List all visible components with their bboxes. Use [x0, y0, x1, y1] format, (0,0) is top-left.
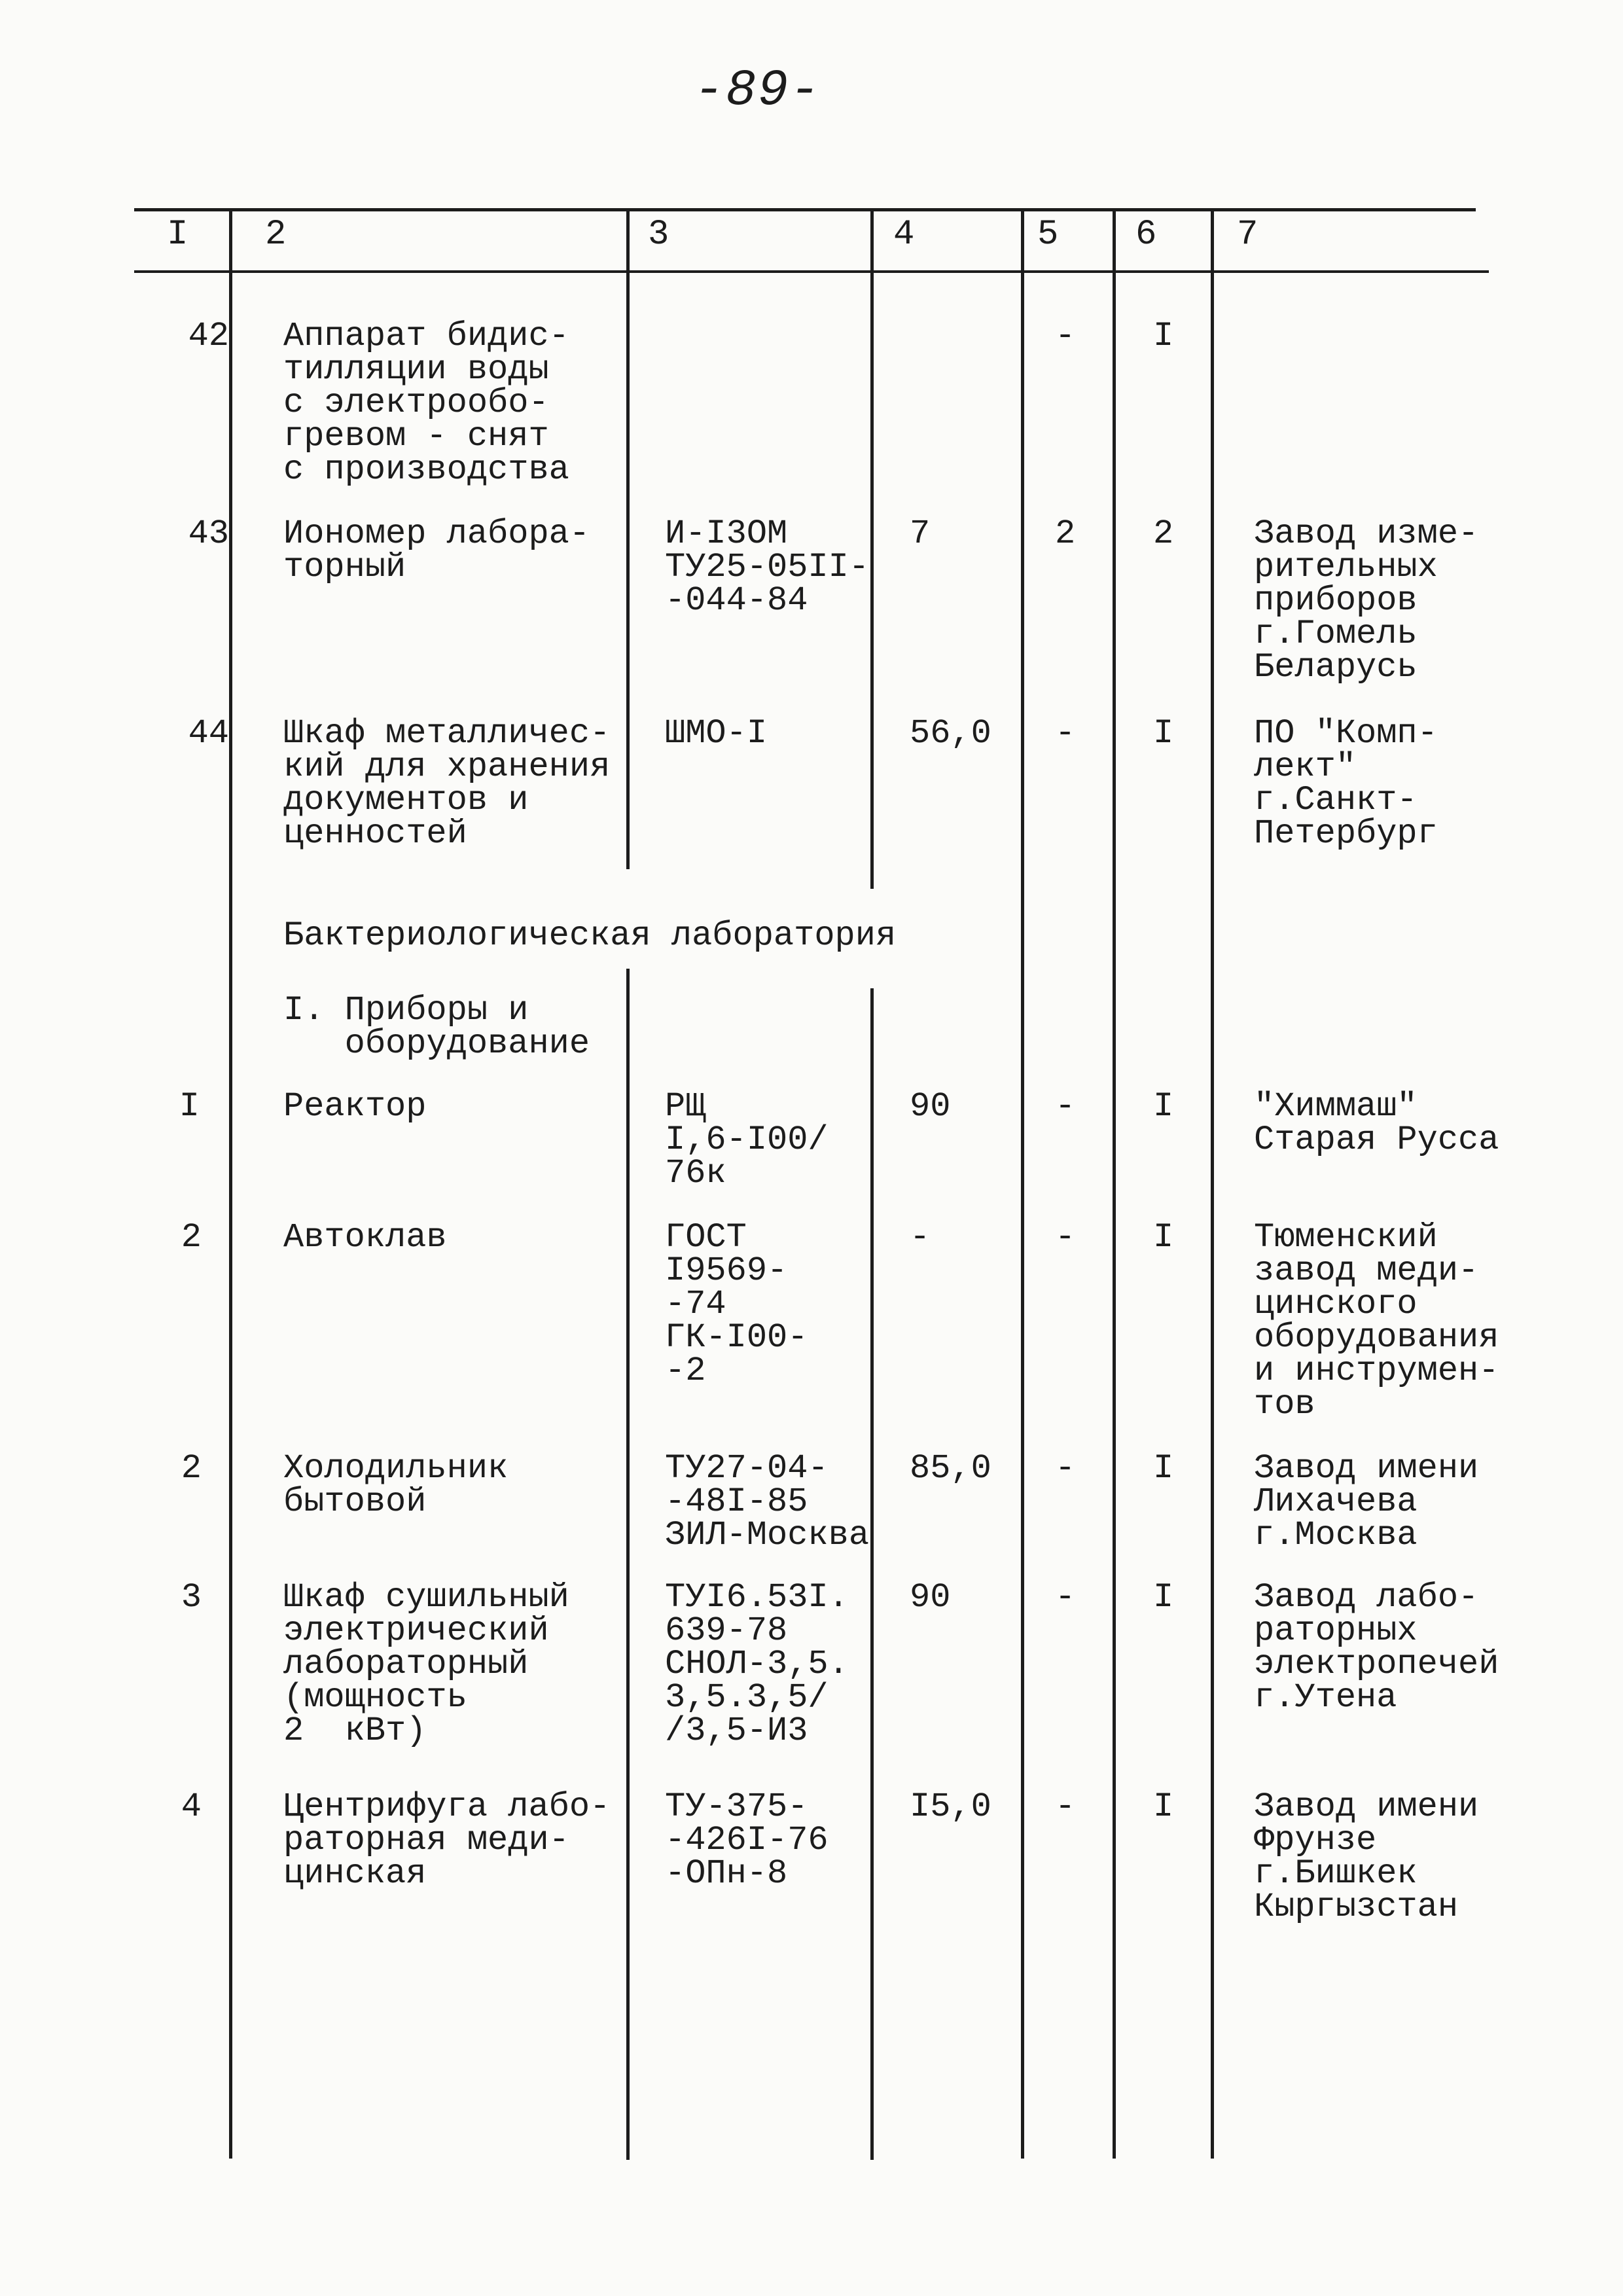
column-divider-1: [229, 208, 232, 2159]
item-name: Шкаф металличес- кий для хранения документов и ценностей: [283, 714, 611, 853]
item-name: Шкаф сушильный электрический лабораторный (мощность 2 кВт): [283, 1578, 569, 1750]
item-col6: I: [1153, 1449, 1174, 1488]
column-divider-4: [1021, 208, 1024, 2159]
item-col5: -: [1055, 317, 1076, 355]
item-col5: -: [1055, 1087, 1076, 1126]
item-col6: I: [1153, 1578, 1174, 1617]
column-divider-3b: [870, 988, 874, 2160]
item-col5: 2: [1055, 514, 1076, 553]
column-divider-2b: [626, 969, 630, 2160]
item-name: Иономер лабора- торный: [283, 514, 590, 586]
item-model: ТУI6.53I. 639-78 СНОЛ-3,5. 3,5.3,5/ /3,5-И3: [665, 1578, 849, 1750]
item-model: ШМО-I: [665, 714, 768, 753]
item-col6: I: [1153, 1787, 1174, 1826]
item-name: Центрифуга лабо- раторная меди- цинская: [283, 1787, 611, 1893]
item-name: Аппарат бидис- тилляции воды с электрообо- гревом - снят с производства: [283, 317, 569, 489]
row-number: 42: [188, 317, 229, 355]
header-col-5: 5: [1037, 215, 1059, 255]
table-header-rule: [134, 270, 1489, 273]
item-col5: -: [1055, 714, 1076, 753]
item-price: 7: [910, 514, 931, 553]
item-col6: I: [1153, 317, 1174, 355]
item-maker: Тюменский завод меди- цинского оборудования и инструмен- тов: [1254, 1218, 1499, 1424]
row-number: 4: [181, 1787, 202, 1826]
header-col-1: I: [167, 215, 188, 255]
row-number: 2: [181, 1449, 202, 1488]
item-col6: I: [1153, 1218, 1174, 1257]
page-number: -89-: [694, 62, 822, 120]
item-col6: I: [1153, 1087, 1174, 1126]
column-divider-2: [626, 208, 630, 869]
item-model: ТУ27-04- -48I-85 ЗИЛ-Москва: [665, 1449, 870, 1554]
item-price: 56,0: [910, 714, 991, 753]
row-number: 2: [181, 1218, 202, 1257]
item-price: 85,0: [910, 1449, 991, 1488]
item-name: Холодильник бытовой: [283, 1449, 508, 1521]
section-title: Бактериологическая лаборатория: [283, 916, 897, 955]
item-model: И-I3ОМ ТУ25-05II- -044-84: [665, 514, 870, 620]
item-col5: -: [1055, 1218, 1076, 1257]
item-col6: 2: [1153, 514, 1174, 553]
row-number: 43: [188, 514, 229, 553]
item-maker: Завод лабо- раторных электропечей г.Утена: [1254, 1578, 1499, 1717]
item-maker: "Химмаш" Старая Русса: [1254, 1087, 1499, 1159]
item-maker: Завод имени Фрунзе г.Бишкек Кыргызстан: [1254, 1787, 1479, 1926]
item-col6: I: [1153, 714, 1174, 753]
header-col-7: 7: [1237, 215, 1258, 255]
row-number: 3: [181, 1578, 202, 1617]
section-subtitle: I. Приборы и оборудование: [283, 991, 590, 1063]
header-col-2: 2: [265, 215, 287, 255]
header-col-4: 4: [893, 215, 915, 255]
column-divider-3: [870, 208, 874, 889]
item-price: I5,0: [910, 1787, 991, 1826]
column-divider-5: [1113, 208, 1116, 2159]
item-name: Реактор: [283, 1087, 427, 1126]
column-divider-6: [1211, 208, 1214, 2159]
table-top-rule: [134, 208, 1476, 211]
item-name: Автоклав: [283, 1218, 447, 1257]
header-col-6: 6: [1135, 215, 1157, 255]
item-col5: -: [1055, 1787, 1076, 1826]
item-col5: -: [1055, 1449, 1076, 1488]
row-number: 44: [188, 714, 229, 753]
item-maker: Завод имени Лихачева г.Москва: [1254, 1449, 1479, 1554]
item-model: ТУ-375- -426I-76 -ОПн-8: [665, 1787, 829, 1893]
item-price: 90: [910, 1578, 951, 1617]
item-maker: Завод изме- рительных приборов г.Гомель Беларусь: [1254, 514, 1479, 687]
item-price: -: [910, 1218, 931, 1257]
item-model: ГОСТ I9569- -74 ГК-I00- -2: [665, 1218, 808, 1390]
item-model: РЩ I,6-I00/ 76к: [665, 1087, 829, 1193]
row-number: I: [179, 1087, 200, 1126]
item-col5: -: [1055, 1578, 1076, 1617]
item-maker: ПО "Комп- лект" г.Санкт- Петербург: [1254, 714, 1438, 853]
item-price: 90: [910, 1087, 951, 1126]
header-col-3: 3: [648, 215, 669, 255]
